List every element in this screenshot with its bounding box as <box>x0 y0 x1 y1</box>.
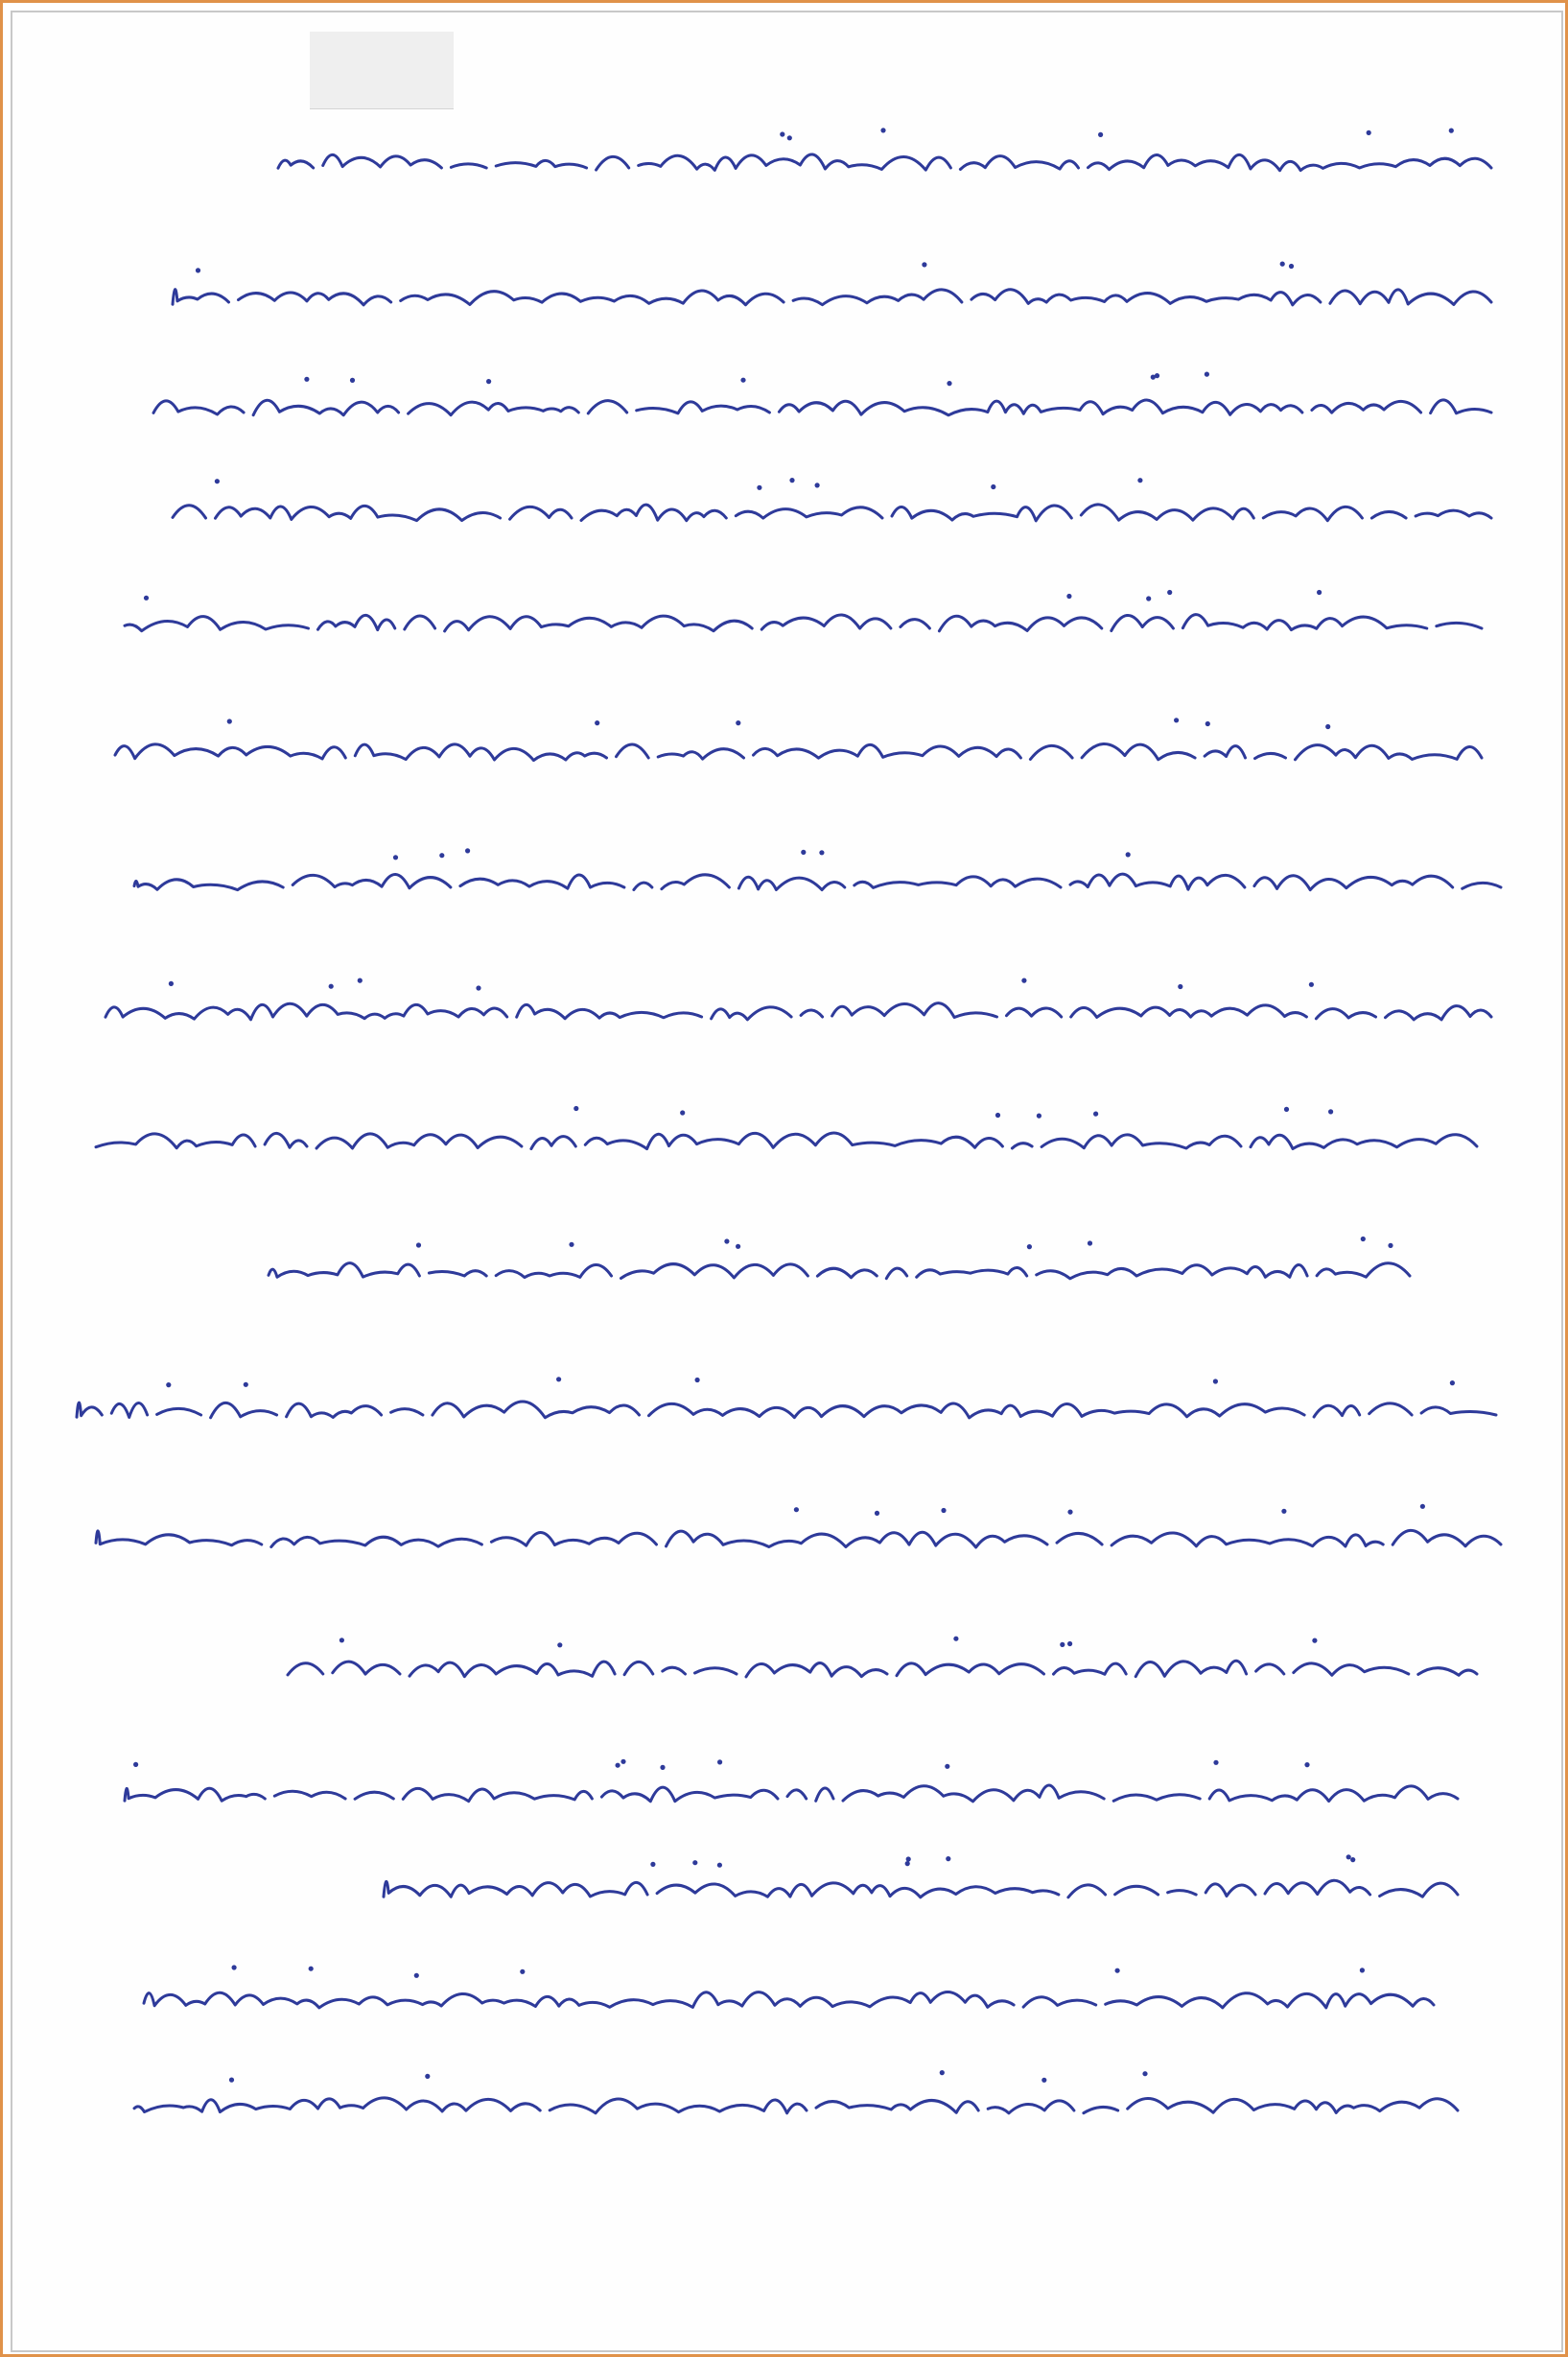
ink-dot <box>1151 375 1156 380</box>
ink-dot <box>595 720 599 725</box>
ink-dot <box>616 1763 620 1768</box>
handwritten-line <box>173 290 1491 305</box>
ink-dot <box>227 719 232 723</box>
ink-dot <box>1304 1762 1309 1767</box>
ink-dot <box>1174 718 1179 722</box>
handwritten-line <box>269 1263 1410 1279</box>
ink-dot <box>358 978 363 983</box>
ink-dot <box>1309 982 1314 987</box>
ink-dot <box>794 1507 799 1512</box>
ink-dot <box>569 1242 573 1247</box>
handwritten-line <box>96 1133 1477 1149</box>
ink-dot <box>757 485 761 490</box>
ink-dot <box>556 1377 561 1381</box>
ink-dot <box>905 1861 910 1866</box>
ink-dot <box>1325 724 1330 729</box>
ink-dot <box>680 1110 685 1115</box>
ink-dot <box>789 478 794 483</box>
ink-dot <box>520 1969 525 1974</box>
ink-dot <box>1066 594 1071 599</box>
ink-dot <box>880 128 885 132</box>
ink-dot <box>787 135 792 140</box>
ink-dot <box>1213 1760 1218 1765</box>
ink-dot <box>620 1759 625 1764</box>
ink-dot <box>922 262 926 267</box>
ink-dot <box>393 855 398 860</box>
ink-dot <box>215 479 220 483</box>
ink-dot <box>1115 1968 1120 1973</box>
ink-dot <box>232 1965 237 1969</box>
ink-dot <box>819 850 824 855</box>
ink-dot <box>425 2074 430 2079</box>
handwritten-line <box>288 1661 1477 1677</box>
ink-dot <box>304 377 309 382</box>
ink-dot <box>1167 590 1172 595</box>
ink-dot <box>1388 1243 1392 1248</box>
ink-dot <box>1126 852 1131 857</box>
handwritten-line <box>144 1992 1434 2008</box>
ink-dot <box>144 596 149 601</box>
ink-dot <box>815 483 820 487</box>
ink-dot <box>780 131 784 136</box>
ink-dot <box>695 1378 700 1382</box>
ink-dot <box>557 1642 562 1647</box>
ink-dot <box>1067 1641 1072 1646</box>
ink-dot <box>1060 1642 1065 1647</box>
ink-dot <box>1088 1240 1092 1245</box>
ink-dot <box>1280 262 1285 267</box>
ink-dot <box>1289 264 1294 269</box>
ink-dot <box>414 1973 419 1978</box>
ink-dot <box>465 848 470 853</box>
ink-dot <box>945 1764 949 1769</box>
ink-dot <box>169 981 174 986</box>
ink-dot <box>1449 129 1454 133</box>
ink-dot <box>476 985 480 990</box>
ink-dot <box>650 1862 655 1867</box>
ink-dot <box>717 1863 722 1868</box>
ink-dot <box>133 1762 138 1767</box>
ink-dot <box>1213 1379 1218 1383</box>
handwritten-line <box>278 154 1491 171</box>
ink-dot <box>196 268 200 272</box>
ink-dot <box>339 1638 344 1642</box>
handwritten-line <box>105 1003 1491 1020</box>
handwritten-line <box>384 1880 1458 1897</box>
ink-dot <box>995 1113 1000 1118</box>
ink-dot <box>736 720 740 725</box>
ink-dot <box>1450 1380 1455 1385</box>
ink-dot <box>940 2070 945 2075</box>
ink-dot <box>953 1637 958 1641</box>
handwritten-line <box>134 2098 1458 2113</box>
ink-dot <box>736 1244 740 1249</box>
ink-dot <box>1420 1504 1425 1509</box>
handwritten-line <box>173 505 1491 521</box>
ink-dot <box>416 1242 421 1247</box>
ink-dot <box>1367 130 1371 135</box>
ink-dot <box>1098 132 1103 137</box>
handwritten-line <box>77 1402 1496 1418</box>
ink-dot <box>1041 2078 1046 2083</box>
handwritten-line <box>153 400 1491 415</box>
ink-dot <box>1021 978 1026 983</box>
ink-dot <box>941 1508 946 1513</box>
ink-dot <box>1178 984 1182 989</box>
ink-dot <box>801 850 806 855</box>
ink-dot <box>1142 2071 1147 2076</box>
ink-dot <box>717 1759 722 1764</box>
ink-dot <box>1360 1968 1365 1972</box>
ink-dot <box>1146 596 1151 601</box>
ink-dot <box>1346 1854 1351 1859</box>
ink-dot <box>1027 1244 1032 1249</box>
ink-dot <box>1361 1237 1366 1241</box>
ink-dot <box>1205 372 1209 377</box>
ink-dot <box>244 1382 248 1387</box>
handwritten-line <box>96 1530 1501 1547</box>
ink-dot <box>1093 1112 1098 1117</box>
ink-dot <box>1037 1114 1041 1119</box>
ink-dot <box>1350 1857 1355 1862</box>
ink-dot <box>1312 1638 1317 1643</box>
ink-dot <box>875 1511 879 1516</box>
handwritten-line <box>115 744 1482 761</box>
ink-dot <box>350 378 355 383</box>
ink-dot <box>1205 721 1210 726</box>
ink-dot <box>166 1382 171 1387</box>
ink-dot <box>946 1856 950 1861</box>
ink-dot <box>692 1860 697 1865</box>
ink-dot <box>1137 478 1142 483</box>
ink-dot <box>740 378 745 383</box>
handwritten-line <box>134 874 1501 889</box>
handwritten-line <box>125 615 1482 631</box>
ink-dot <box>329 984 334 989</box>
ink-dot <box>1284 1107 1289 1112</box>
ink-dot <box>1281 1509 1286 1514</box>
ink-dot <box>1317 590 1322 595</box>
handwritten-line <box>125 1785 1458 1802</box>
ink-dot <box>991 484 995 489</box>
ink-dot <box>1328 1109 1333 1114</box>
ink-dot <box>660 1765 665 1770</box>
ink-dot <box>309 1967 314 1971</box>
ink-dot <box>724 1238 729 1243</box>
ink-dot <box>573 1106 578 1111</box>
ink-dot <box>439 853 444 858</box>
ink-dot <box>486 379 491 384</box>
ink-dot <box>906 1856 911 1861</box>
ink-dot <box>1067 1510 1072 1515</box>
ink-dot <box>947 381 951 386</box>
ink-dot <box>229 2078 234 2083</box>
